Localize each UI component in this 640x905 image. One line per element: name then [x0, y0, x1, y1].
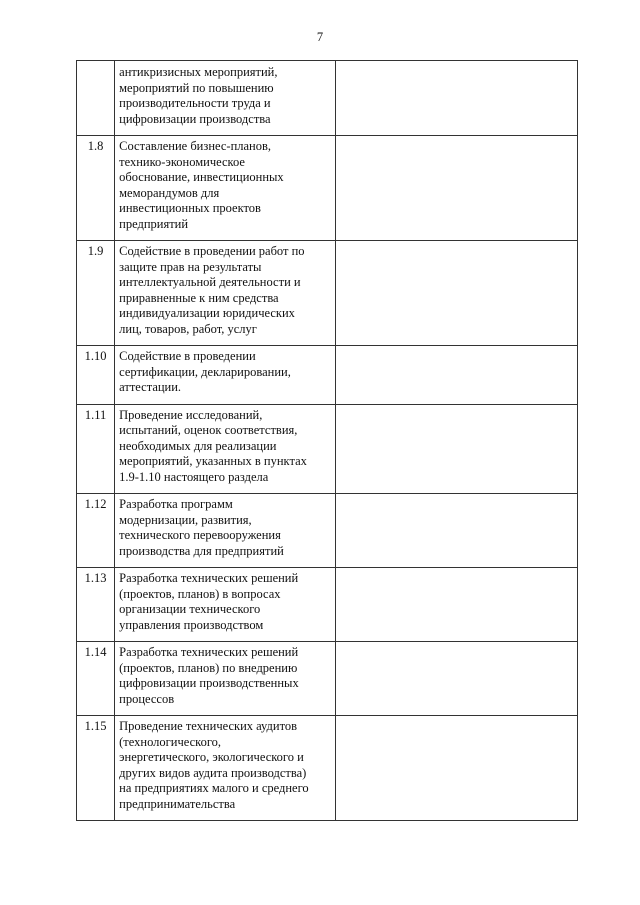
item-description: [115, 642, 336, 716]
item-description: [115, 568, 336, 642]
description-line: Содействие в проведении работ по: [119, 244, 305, 258]
description-line: аттестации.: [119, 380, 182, 394]
description-line: Проведение исследований,: [119, 407, 263, 422]
item-number: 1.15: [77, 716, 115, 821]
item-number: 1.9: [77, 241, 115, 346]
description-line: интеллектуальной деятельности и: [119, 275, 301, 289]
description-line: производительности труда и: [119, 96, 271, 110]
description-line: защите прав на результаты: [119, 259, 262, 274]
table-row: [77, 241, 578, 346]
description-line: технического перевооружения: [119, 528, 281, 542]
table-row: [77, 642, 578, 716]
item-description: [115, 716, 336, 821]
empty-cell: [336, 136, 578, 241]
item-number: 1.12: [77, 494, 115, 568]
description-line: Разработка технических решений: [119, 645, 299, 659]
table-row: [77, 494, 578, 568]
description-line: Проведение технических аудитов: [119, 719, 298, 733]
description-line: Содействие в проведении: [119, 349, 256, 363]
item-number: 1.11: [77, 404, 115, 494]
item-description: [115, 346, 336, 405]
description-line: приравненные к ним средства: [119, 290, 279, 305]
item-description: [115, 241, 336, 346]
item-number: 1.10: [77, 346, 115, 405]
item-number: 1.13: [77, 568, 115, 642]
description-line: (проектов, планов) в вопросах: [119, 586, 281, 601]
table-row: [77, 568, 578, 642]
table-row: [77, 404, 578, 494]
table-row: [77, 136, 578, 241]
item-description: [115, 61, 336, 136]
description-line: необходимых для реализации: [119, 438, 277, 453]
empty-cell: [336, 716, 578, 821]
description-line: на предприятиях малого и среднего: [119, 781, 309, 795]
empty-cell: [336, 346, 578, 405]
description-line: мероприятий по повышению: [119, 80, 274, 95]
table-row: [77, 61, 578, 136]
description-line: технико-экономическое: [119, 154, 245, 169]
description-line: других видов аудита производства): [119, 765, 307, 780]
description-line: Разработка программ: [119, 497, 233, 511]
item-description: [115, 494, 336, 568]
description-line: организации технического: [119, 602, 261, 616]
description-line: обоснование, инвестиционных: [119, 170, 284, 184]
description-line: предприятий: [119, 216, 189, 231]
description-line: лиц, товаров, работ, услуг: [119, 321, 257, 336]
description-line: сертификации, декларировании,: [119, 364, 291, 379]
services-table: [76, 60, 578, 821]
description-line: цифровизации производства: [119, 111, 271, 126]
description-line: производства для предприятий: [119, 543, 284, 558]
description-line: процессов: [119, 691, 175, 706]
description-line: управления производством: [119, 617, 264, 632]
empty-cell: [336, 404, 578, 494]
table-row: [77, 346, 578, 405]
table-body: [77, 61, 578, 821]
description-line: модернизации, развития,: [119, 512, 252, 527]
description-line: 1.9-1.10 настоящего раздела: [119, 469, 269, 484]
description-line: (технологического,: [119, 734, 222, 749]
empty-cell: [336, 494, 578, 568]
description-line: цифровизации производственных: [119, 676, 299, 690]
empty-cell: [336, 642, 578, 716]
item-number: [77, 61, 115, 136]
page-number: 7: [316, 30, 324, 44]
description-line: предпринимательства: [119, 796, 236, 811]
description-line: Разработка технических решений: [119, 571, 299, 585]
empty-cell: [336, 241, 578, 346]
item-description: [115, 136, 336, 241]
description-line: энергетического, экологического и: [119, 750, 304, 764]
description-line: инвестиционных проектов: [119, 201, 261, 215]
description-line: меморандумов для: [119, 185, 220, 200]
empty-cell: [336, 61, 578, 136]
description-line: мероприятий, указанных в пунктах: [119, 454, 307, 468]
item-number: 1.8: [77, 136, 115, 241]
item-description: [115, 404, 336, 494]
description-line: Составление бизнес-планов,: [119, 139, 272, 153]
table-row: [77, 716, 578, 821]
empty-cell: [336, 568, 578, 642]
item-number: 1.14: [77, 642, 115, 716]
description-line: испытаний, оценок соответствия,: [119, 423, 298, 437]
description-line: индивидуализации юридических: [119, 306, 295, 320]
description-line: (проектов, планов) по внедрению: [119, 660, 298, 675]
description-line: антикризисных мероприятий,: [119, 65, 278, 79]
